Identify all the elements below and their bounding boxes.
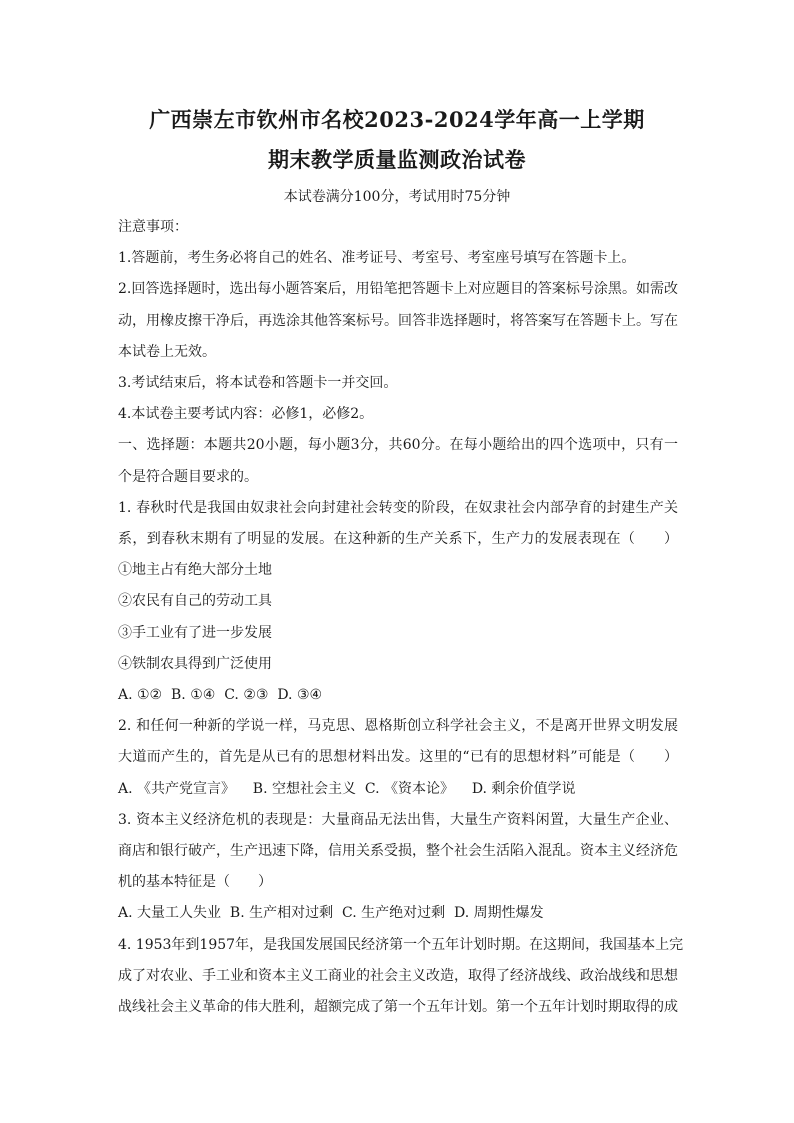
question-1-item-3: ③手工业有了进一步发展 <box>118 624 272 641</box>
question-2-stem-line-1: 2. 和任何一种新的学说一样，马克思、恩格斯创立科学社会主义，不是离开世界文明发展 <box>118 718 678 735</box>
question-1-stem-line-2: 系，到春秋末期有了明显的发展。在这种新的生产关系下，生产力的发展表现在（ ） <box>118 531 678 548</box>
exam-body <box>118 212 684 1023</box>
question-3-options: A. 大量工人失业 B. 生产相对过剩 C. 生产绝对过剩 D. 周期性爆发 <box>118 905 544 922</box>
note-2-line-3: 本试卷上无效。 <box>118 343 216 360</box>
question-1-item-4: ④铁制农具得到广泛使用 <box>118 655 272 672</box>
question-4-stem-line-1: 4. 1953年到1957年，是我国发展国民经济第一个五年计划时期。在这期间，我国基本上完 <box>118 936 684 953</box>
question-1-item-1: ①地主占有绝大部分土地 <box>118 562 272 579</box>
exam-title-line-1: 广西崇左市钦州市名校2023-2024学年高一上学期 <box>149 107 645 132</box>
question-1-stem-line-1: 1. 春秋时代是我国由奴隶社会向封建社会转变的阶段，在奴隶社会内部孕育的封建生产关 <box>118 499 678 516</box>
question-1-options: A. ①② B. ①④ C. ②③ D. ③④ <box>118 687 323 704</box>
question-2-stem-line-2: 大道而产生的，首先是从已有的思想材料出发。这里的“已有的思想材料”可能是（ ） <box>118 749 678 766</box>
question-3-stem-line-2: 商店和银行破产，生产迅速下降，信用关系受损，整个社会生活陷入混乱。资本主义经济危 <box>118 843 678 860</box>
notes-heading: 注意事项： <box>118 219 188 235</box>
section-heading-line-1: 一、选择题：本题共20小题，每小题3分，共60分。在每小题给出的四个选项中，只有一 <box>118 437 678 454</box>
note-1: 1.答题前，考生务必将自己的姓名、准考证号、考室号、考室座号填写在答题卡上。 <box>118 250 636 267</box>
question-2-options: A. 《共产党宣言》 B. 空想社会主义 C. 《资本论》 D. 剩余价值学说 <box>118 780 576 797</box>
question-1-item-2: ②农民有自己的劳动工具 <box>118 593 272 610</box>
note-4: 4.本试卷主要考试内容：必修1，必修2。 <box>118 406 374 423</box>
question-3-stem-line-3: 机的基本特征是（ ） <box>118 874 272 891</box>
section-heading-line-2: 个是符合题目要求的。 <box>118 468 258 485</box>
note-2-line-1: 2.回答选择题时，选出每小题答案后，用铅笔把答题卡上对应题目的答案标号涂黑。如需改 <box>118 281 678 298</box>
question-4-stem-line-3: 战线社会主义革命的伟大胜利，超额完成了第一个五年计划。第一个五年计划时期取得的成 <box>118 999 678 1016</box>
note-2-line-2: 动，用橡皮擦干净后，再选涂其他答案标号。回答非选择题时，将答案写在答题卡上。写在 <box>118 312 678 329</box>
exam-subtitle: 本试卷满分100分，考试用时75分钟 <box>283 189 511 205</box>
question-4-stem-line-2: 成了对农业、手工业和资本主义工商业的社会主义改造，取得了经济战线、政治战线和思想 <box>118 967 678 984</box>
exam-title-line-2: 期末教学质量监测政治试卷 <box>268 147 526 172</box>
question-3-stem-line-1: 3. 资本主义经济危机的表现是：大量商品无法出售，大量生产资料闲置，大量生产企业、 <box>118 811 678 828</box>
note-3: 3.考试结束后，将本试卷和答题卡一并交回。 <box>118 375 398 392</box>
